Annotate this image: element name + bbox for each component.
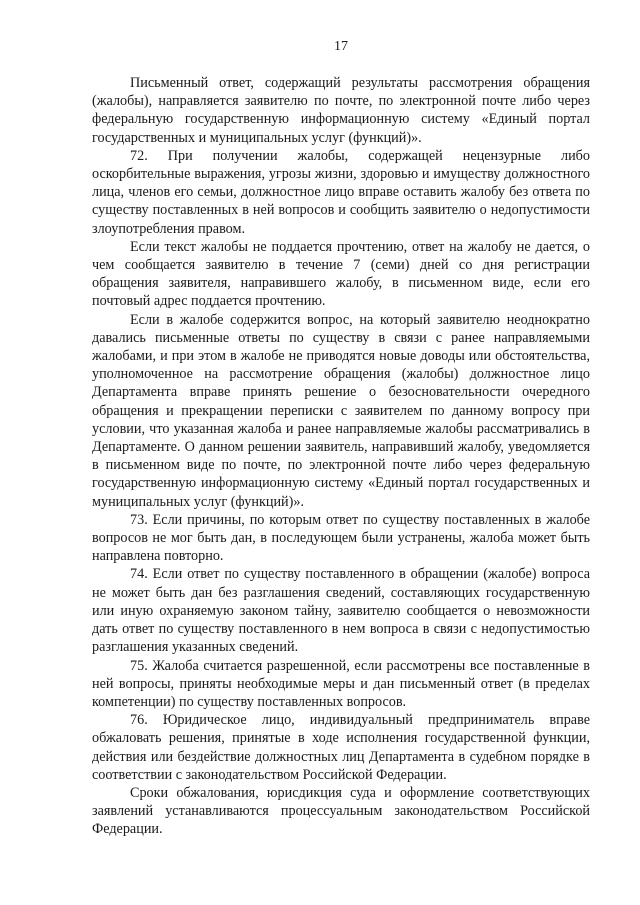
paragraph-unreadable-text: Если текст жалобы не поддается прочтению, ответ на жалобу не дается, о чем сообщается заявителю в течение 7 (семи) дней со дня регистрации обращения заявителя, направившего жалобу, в письменном виде, если его почтовый адрес поддается прочтению.: [92, 238, 590, 310]
document-page: [92, 38, 590, 839]
paragraph-appeal-terms: Сроки обжалования, юрисдикция суда и оформление соответствующих заявлений устанавливаются процессуальным законодательством Российской Федерации.: [92, 784, 590, 838]
paragraph-72: 72. При получении жалобы, содержащей нецензурные либо оскорбительные выражения, угрозы жизни, здоровью и имуществу должностного лица, членов его семьи, должностное лицо вправе оставить жалобу без ответа по существу поставленных в ней вопросов и сообщить заявителю о недопустимости злоупотребления правом.: [92, 147, 590, 237]
page-number: 17: [334, 39, 348, 54]
paragraph-written-response: Письменный ответ, содержащий результаты рассмотрения обращения (жалобы), направляется заявителю по почте, по электронной почте либо через федеральную государственную информационную систему «Единый портал государственных и муниципальных услуг (функций)».: [92, 75, 590, 146]
paragraph-75: 75. Жалоба считается разрешенной, если рассмотрены все поставленные в ней вопросы, приняты необходимые меры и дан письменный ответ (в пределах компетенции) по существу поставленных вопросов.: [92, 657, 590, 710]
paragraph-76: 76. Юридическое лицо, индивидуальный предприниматель вправе обжаловать решения, принятые в ходе исполнения государственной функции, действия или бездействие должностных лиц Департамента в судебном порядке в соответствии с законодательством Российской Федерации.: [92, 712, 590, 783]
paragraph-73: 73. Если причины, по которым ответ по существу поставленных в жалобе вопросов не мог быть дан, в последующем были устранены, жалоба может быть направлена повторно.: [92, 511, 590, 565]
paragraph-74: 74. Если ответ по существу поставленного в обращении (жалобе) вопроса не может быть дан без разглашения сведений, составляющих государственную или иную охраняемую законом тайну, заявителю сообщается о невозможности дать ответ по существу поставленного в нем вопроса в связи с недопустимостью разглашения указанных сведений.: [92, 566, 590, 656]
paragraph-repeated-question: Если в жалобе содержится вопрос, на который заявителю неоднократно давались письменные ответы по существу в связи с ранее направляемыми жалобами, и при этом в жалобе не приводятся новые доводы или обстоятельства, уполномоченное на рассмотрение обращения (жалобы) должностное лицо Департамента вправе принять решение о безосновательности очередного обращения и прекращении переписки с заявителем по данному вопросу при условии, что указанная жалоба и ранее направляемые жалобы рассматривались в Департаменте. О данном решении заявитель, направивший жалобу, уведомляется в письменном виде по почте, по электронной почте либо через федеральную государственную информационную систему «Единый портал государственных и муниципальных услуг (функций)».: [92, 311, 590, 510]
